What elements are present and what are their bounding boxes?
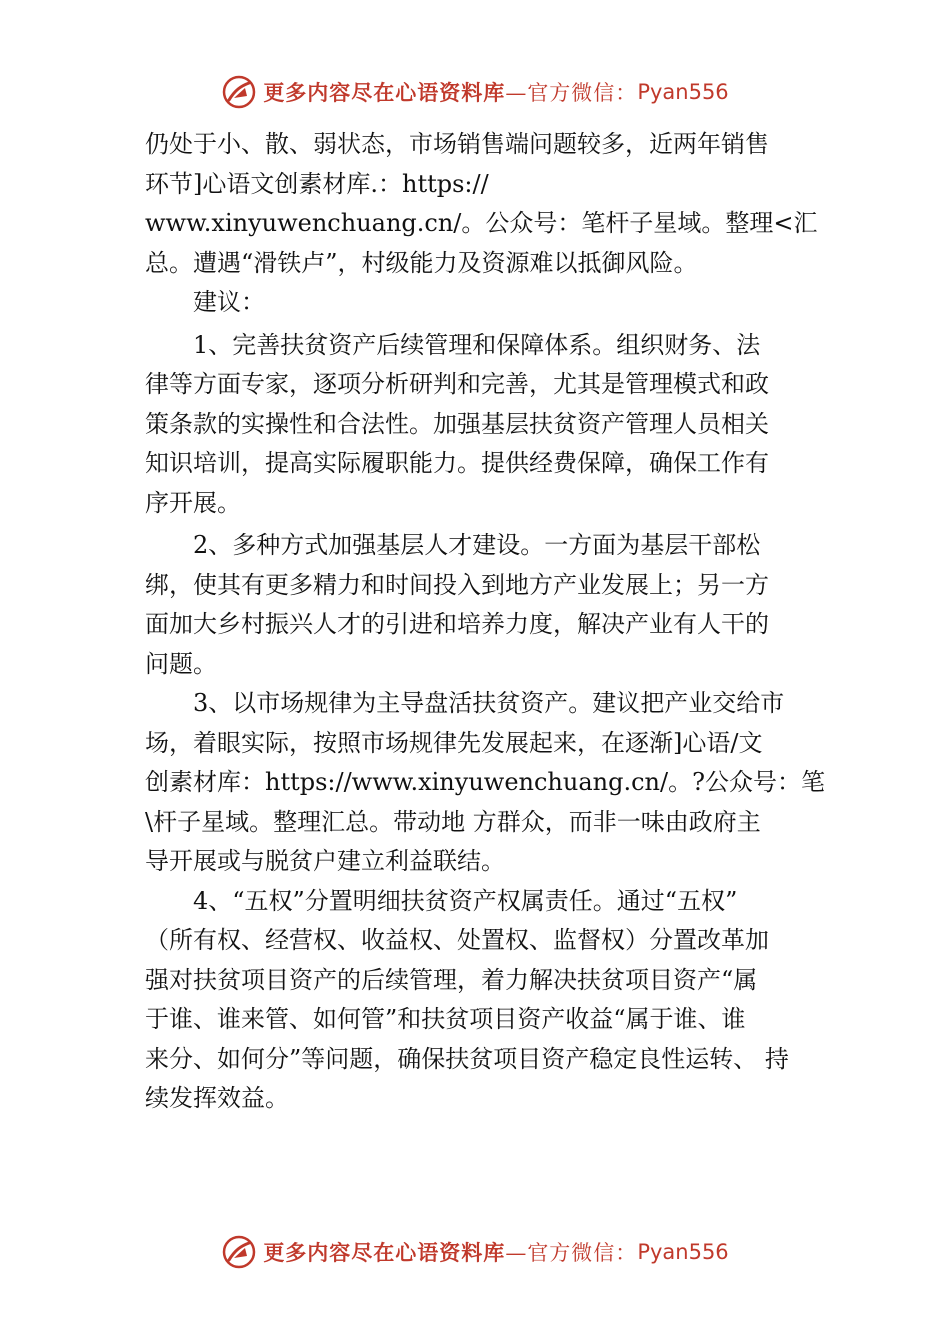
banner-subtitle: —官方微信： [505, 81, 638, 105]
text-line: 问题。 [145, 649, 217, 678]
banner-title: 更多内容尽在心语资料库 [263, 1240, 506, 1265]
text-line: 策条款的实操性和合法性。加强基层扶贫资产管理人员相关 [145, 409, 769, 438]
text-line: 环节]心语文创素材库.：https:// [145, 169, 489, 198]
text-line: 绑，使其有更多精力和时间投入到地方产业发展上；另一方 [145, 570, 769, 599]
text-line: 于谁、谁来管、如何管”和扶贫项目资产收益“属于谁、谁 [145, 1005, 746, 1033]
brand-logo-icon [221, 74, 257, 110]
text-line: 来分、如何分”等问题，确保扶贫项目资产稳定良性运转、 持 [145, 1044, 789, 1073]
text-line: 4、“五权”分置明细扶贫资产权属责任。通过“五权” [193, 886, 738, 915]
text-line: （所有权、经营权、收益权、处置权、监督权）分置改革加 [145, 926, 769, 954]
text-line: 仍处于小、散、弱状态，市场销售端问题较多，近两年销售 [145, 130, 769, 158]
text-line: 强对扶贫项目资产的后续管理，着力解决扶贫项目资产“属 [145, 965, 758, 994]
text-line: 总。遭遇“滑铁卢”，村级能力及资源难以抵御风险。 [145, 248, 698, 277]
header-banner [0, 70, 950, 114]
text-line: 律等方面专家，逐项分析研判和完善，尤其是管理模式和政 [145, 370, 769, 398]
document-body [145, 125, 825, 1119]
banner-subtitle: —官方微信： [505, 1241, 638, 1265]
banner-title: 更多内容尽在心语资料库 [263, 80, 506, 105]
text-line: 续发挥效益。 [145, 1084, 289, 1112]
text-line: 2、多种方式加强基层人才建设。一方面为基层干部松 [193, 531, 761, 559]
section-heading: 建议： [193, 288, 265, 316]
banner-wechat-id: Pyan556 [637, 1240, 729, 1264]
text-line: www.xinyuwenchuang.cn/。公众号：笔杆子星域。整理<汇 [145, 209, 818, 237]
text-line: 序开展。 [145, 488, 241, 517]
brand-logo-icon [221, 1234, 257, 1270]
text-line: 1、完善扶贫资产后续管理和保障体系。组织财务、法 [193, 330, 761, 359]
banner-wechat-id: Pyan556 [637, 80, 729, 104]
text-line: 知识培训，提高实际履职能力。提供经费保障，确保工作有 [145, 449, 769, 477]
text-line: 导开展或与脱贫户建立利益联结。 [145, 847, 505, 875]
footer-banner [0, 1230, 950, 1274]
text-line: 场，着眼实际，按照市场规律先发展起来，在逐渐]心语/文 [145, 728, 763, 757]
text-line: \杆子星域。整理汇总。带动地 方群众，而非一味由政府主 [145, 807, 761, 836]
text-line: 面加大乡村振兴人才的引进和培养力度，解决产业有人干的 [145, 610, 769, 638]
text-line: 创素材库：https://www.xinyuwenchuang.cn/。?公众号：笔 [145, 768, 825, 796]
text-line: 3、以市场规律为主导盘活扶贫资产。建议把产业交给市 [193, 689, 785, 717]
